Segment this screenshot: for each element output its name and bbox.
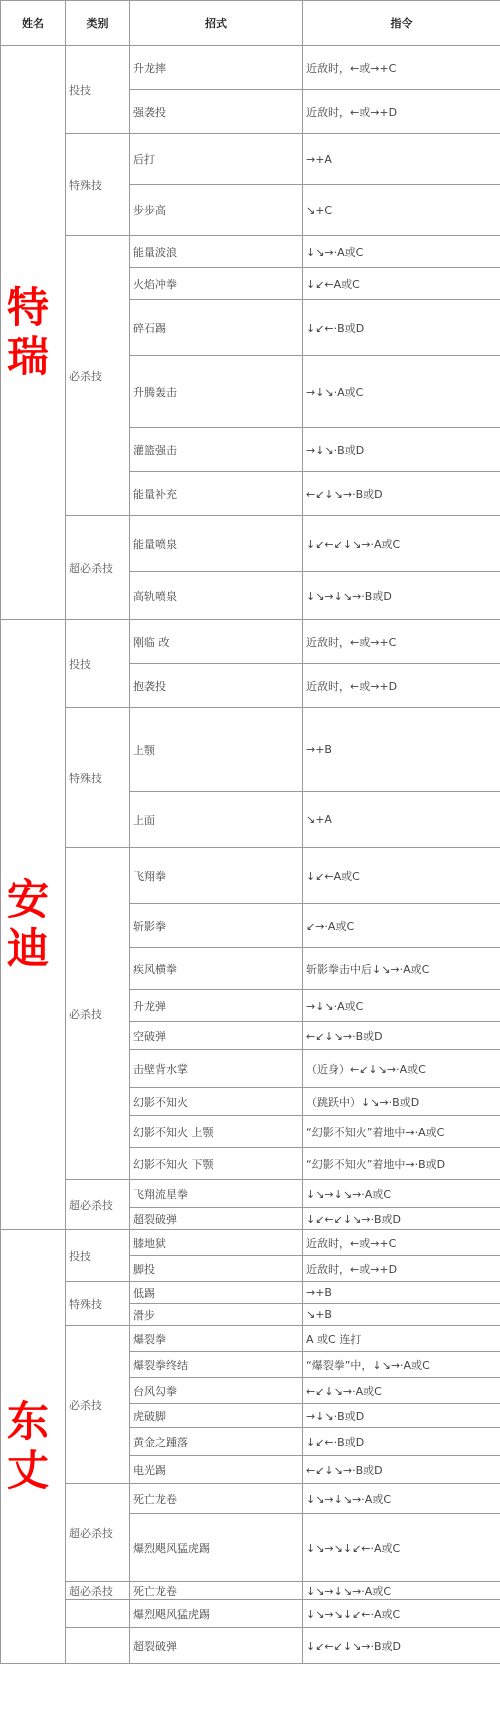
move-name-cell: 低踢 <box>130 1282 303 1304</box>
command-cell: →+A <box>303 134 500 185</box>
move-name-cell: 步步高 <box>130 185 303 236</box>
command-cell: ←↙↓↘→·B或D <box>303 1456 500 1484</box>
table-row <box>1 848 500 904</box>
move-name-cell: 幻影不知火 上颚 <box>130 1116 303 1148</box>
category-cell: 必杀技 <box>66 1326 130 1484</box>
character-name-cell <box>1 1230 66 1664</box>
move-name-cell: 强袭投 <box>130 90 303 134</box>
character-name: 东丈 <box>6 1397 49 1495</box>
command-cell: ←↙↓↘→·B或D <box>303 1022 500 1050</box>
table-row <box>1 516 500 572</box>
table-row <box>1 1180 500 1208</box>
category-cell: 特殊技 <box>66 134 130 236</box>
command-cell: →+B <box>303 1282 500 1304</box>
header-move: 招式 <box>130 1 303 46</box>
category-cell: 投技 <box>66 620 130 708</box>
command-cell: ←↙↓↘→·A或C <box>303 1378 500 1404</box>
move-name-cell: 超裂破弹 <box>130 1628 303 1664</box>
move-list-body <box>1 46 500 1664</box>
command-cell: 近敌时，←或→+D <box>303 664 500 708</box>
table-row <box>1 1282 500 1304</box>
command-cell: 近敌时，←或→+C <box>303 46 500 90</box>
command-cell: 斩影拳击中后↓↘→·A或C <box>303 948 500 990</box>
move-name-cell: 抱袭投 <box>130 664 303 708</box>
table-row <box>1 1600 500 1628</box>
command-cell: ↓↘→↘↓↙←·A或C <box>303 1600 500 1628</box>
table-row <box>1 1326 500 1352</box>
move-name-cell: 上面 <box>130 792 303 848</box>
header-name: 姓名 <box>1 1 66 46</box>
command-cell: ↓↙←↙↓↘→·B或D <box>303 1208 500 1230</box>
command-cell: “幻影不知火”着地中→·A或C <box>303 1116 500 1148</box>
table-row <box>1 708 500 792</box>
move-name-cell: 碎石踢 <box>130 300 303 356</box>
move-name-cell: 爆裂拳终结 <box>130 1352 303 1378</box>
move-name-cell: 爆烈飓风猛虎踢 <box>130 1600 303 1628</box>
category-cell: 超必杀技 <box>66 1484 130 1582</box>
command-cell: ↘+B <box>303 1304 500 1326</box>
table-row <box>1 134 500 185</box>
move-name-cell: 升腾轰击 <box>130 356 303 428</box>
command-cell: A 或C 连打 <box>303 1326 500 1352</box>
command-cell: ↓↙←↙↓↘→·B或D <box>303 1628 500 1664</box>
move-name-cell: 脚投 <box>130 1256 303 1282</box>
move-name-cell: 高轨喷泉 <box>130 572 303 620</box>
category-cell <box>66 1600 130 1628</box>
category-cell: 投技 <box>66 1230 130 1282</box>
command-cell: ↘+C <box>303 185 500 236</box>
move-name-cell: 能量补充 <box>130 472 303 516</box>
move-name-cell: 死亡龙卷 <box>130 1582 303 1600</box>
move-name-cell: 能量波浪 <box>130 236 303 268</box>
command-cell: ↓↙←A或C <box>303 848 500 904</box>
move-name-cell: 能量喷泉 <box>130 516 303 572</box>
move-name-cell: 虎破脚 <box>130 1404 303 1428</box>
table-row <box>1 236 500 268</box>
move-name-cell: 黄金之踵落 <box>130 1428 303 1456</box>
command-cell: ↙→·A或C <box>303 904 500 948</box>
move-name-cell: 爆裂拳 <box>130 1326 303 1352</box>
command-cell: 近敌时，←或→+C <box>303 620 500 664</box>
move-name-cell: 幻影不知火 下颚 <box>130 1148 303 1180</box>
character-name-cell <box>1 46 66 620</box>
move-name-cell: 死亡龙卷 <box>130 1484 303 1514</box>
move-name-cell: 升龙摔 <box>130 46 303 90</box>
command-cell: “幻影不知火”着地中→·B或D <box>303 1148 500 1180</box>
move-name-cell: 疾风横拳 <box>130 948 303 990</box>
move-name-cell: 爆烈飓风猛虎踢 <box>130 1514 303 1582</box>
table-row <box>1 1484 500 1514</box>
category-cell: 必杀技 <box>66 236 130 516</box>
category-cell: 超必杀技 <box>66 516 130 620</box>
command-cell: ←↙↓↘→·B或D <box>303 472 500 516</box>
category-cell <box>66 1628 130 1664</box>
move-name-cell: 幻影不知火 <box>130 1088 303 1116</box>
move-name-cell: 飞翔流星拳 <box>130 1180 303 1208</box>
header-command: 指令 <box>303 1 500 46</box>
command-cell: ↓↘→↘↓↙←·A或C <box>303 1514 500 1582</box>
table-row <box>1 1582 500 1600</box>
command-cell: ↓↙←·B或D <box>303 1428 500 1456</box>
character-name: 特瑞 <box>6 283 49 381</box>
command-cell: →↓↘·A或C <box>303 356 500 428</box>
move-name-cell: 上颚 <box>130 708 303 792</box>
move-name-cell: 刚临 改 <box>130 620 303 664</box>
move-name-cell: 超裂破弹 <box>130 1208 303 1230</box>
category-cell: 超必杀技 <box>66 1180 130 1230</box>
category-cell: 必杀技 <box>66 848 130 1180</box>
category-cell: 特殊技 <box>66 708 130 848</box>
category-cell: 投技 <box>66 46 130 134</box>
command-cell: →+B <box>303 708 500 792</box>
command-cell: ↓↘→↓↘→·A或C <box>303 1484 500 1514</box>
move-name-cell: 升龙弹 <box>130 990 303 1022</box>
command-cell: ↓↘→·A或C <box>303 236 500 268</box>
command-cell: ↓↙←↙↓↘→·A或C <box>303 516 500 572</box>
table-row <box>1 46 500 90</box>
move-name-cell: 击壁背水掌 <box>130 1050 303 1088</box>
command-cell: 近敌时，←或→+D <box>303 1256 500 1282</box>
character-name-cell <box>1 620 66 1230</box>
header-row <box>1 1 500 46</box>
move-name-cell: 斩影拳 <box>130 904 303 948</box>
command-cell: ↓↙←A或C <box>303 268 500 300</box>
move-name-cell: 台风勾拳 <box>130 1378 303 1404</box>
command-cell: （近身）←↙↓↘→·A或C <box>303 1050 500 1088</box>
move-name-cell: 飞翔拳 <box>130 848 303 904</box>
move-name-cell: 滑步 <box>130 1304 303 1326</box>
category-cell: 超必杀技 <box>66 1582 130 1600</box>
table-row <box>1 1628 500 1664</box>
command-cell: ↓↘→↓↘→·A或C <box>303 1180 500 1208</box>
command-cell: →↓↘·B或D <box>303 1404 500 1428</box>
command-cell: ↓↘→↓↘→·B或D <box>303 572 500 620</box>
command-cell: →↓↘·A或C <box>303 990 500 1022</box>
table-row <box>1 1230 500 1256</box>
table-row <box>1 620 500 664</box>
header-category: 类别 <box>66 1 130 46</box>
category-cell: 特殊技 <box>66 1282 130 1326</box>
command-cell: →↓↘·B或D <box>303 428 500 472</box>
move-name-cell: 后打 <box>130 134 303 185</box>
character-name: 安迪 <box>6 875 49 973</box>
command-cell: ↓↙←·B或D <box>303 300 500 356</box>
move-name-cell: 灌篮强击 <box>130 428 303 472</box>
command-cell: ↘+A <box>303 792 500 848</box>
command-cell: ↓↘→↓↘→·A或C <box>303 1582 500 1600</box>
command-cell: （跳跃中）↓↘→·B或D <box>303 1088 500 1116</box>
move-name-cell: 电光踢 <box>130 1456 303 1484</box>
move-name-cell: 火焰冲拳 <box>130 268 303 300</box>
command-cell: 近敌时，←或→+D <box>303 90 500 134</box>
move-name-cell: 空破弹 <box>130 1022 303 1050</box>
command-cell: “爆裂拳”中，↓↘→·A或C <box>303 1352 500 1378</box>
command-cell: 近敌时，←或→+C <box>303 1230 500 1256</box>
move-name-cell: 膝地狱 <box>130 1230 303 1256</box>
